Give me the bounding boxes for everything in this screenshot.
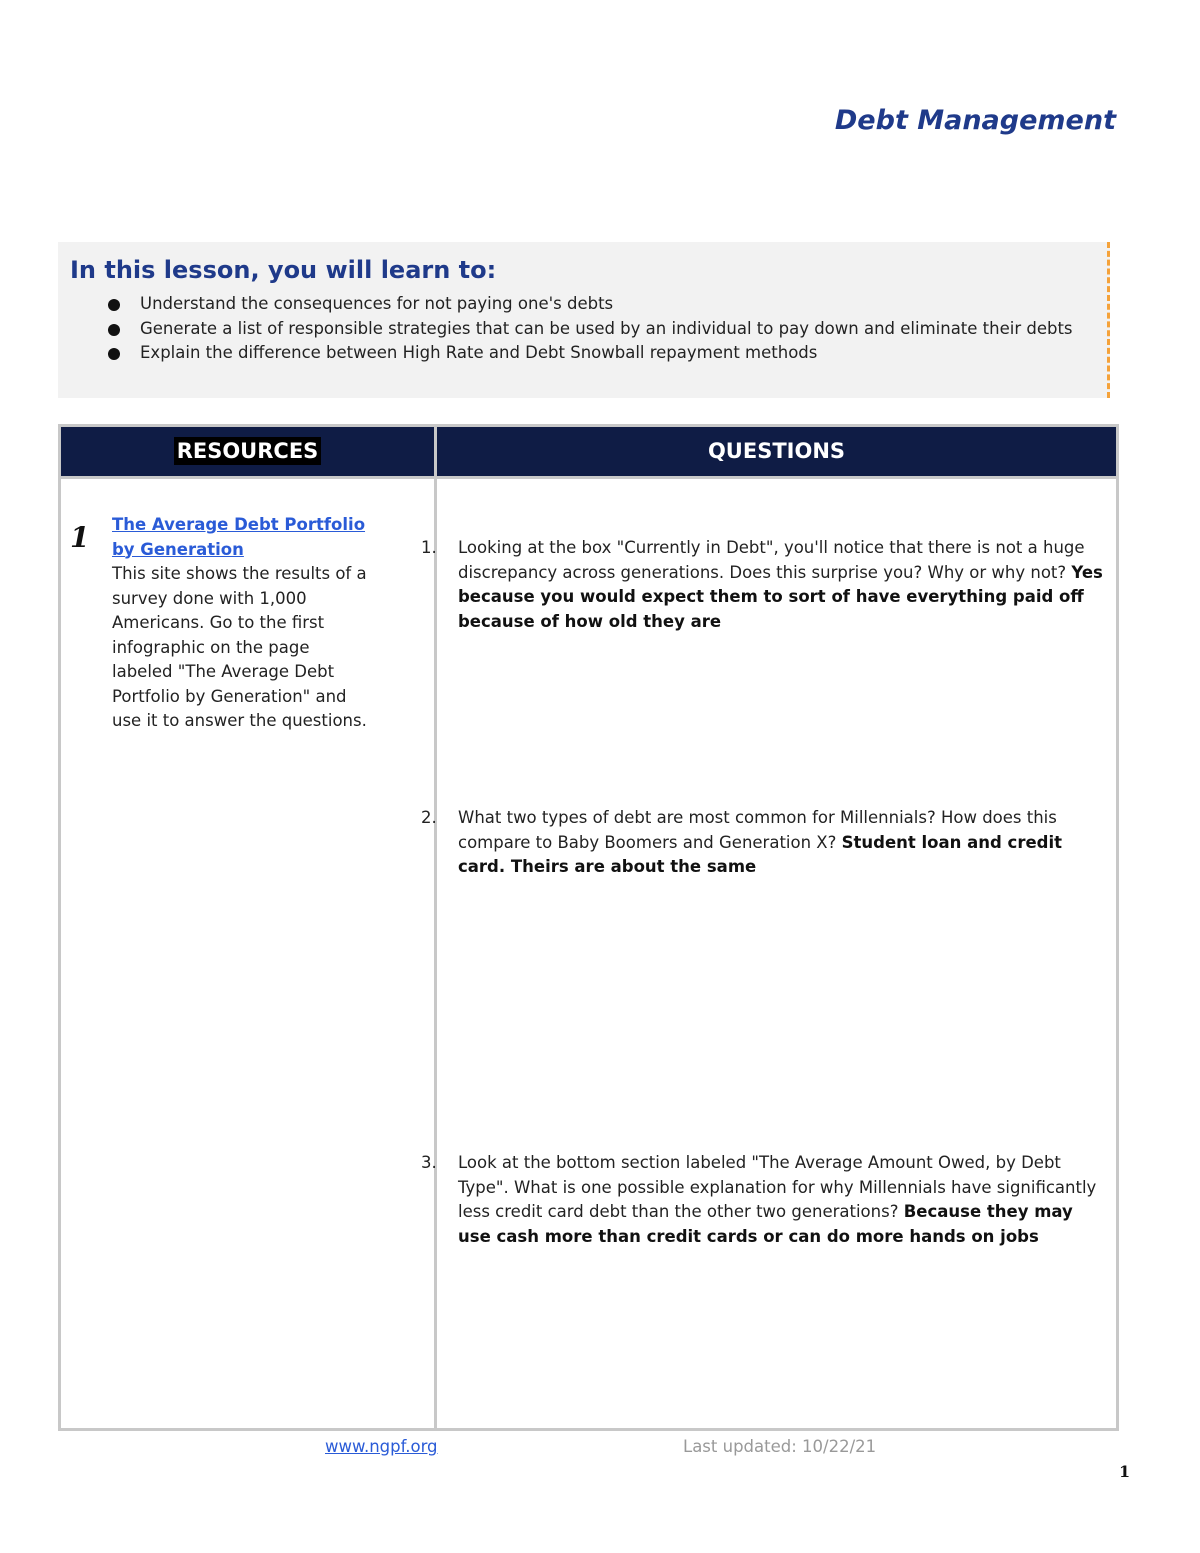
question-text: What two types of debt are most common for Millennials? How does this compare to Baby Boomers and Generation X? [458, 808, 1057, 852]
question-number: 1. [421, 538, 437, 557]
question-item [421, 1151, 1111, 1249]
bullet-icon [108, 324, 120, 336]
objective-item [104, 292, 1084, 317]
objectives-heading: In this lesson, you will learn to: [70, 256, 497, 284]
resources-questions-table [58, 424, 1119, 1431]
objective-text: Generate a list of responsible strategies that can be used by an individual to pay down and eliminate their debts [140, 318, 1073, 338]
objectives-list [104, 292, 1084, 366]
resource-number: 1 [70, 521, 90, 554]
question-body [458, 536, 1111, 634]
resources-header-label: RESOURCES [174, 437, 322, 465]
bullet-icon [108, 348, 120, 360]
question-item [421, 806, 1111, 880]
page-number: 1 [1119, 1462, 1131, 1481]
resource-cell [112, 513, 372, 734]
objective-item [104, 341, 1084, 366]
resource-description: This site shows the results of a survey done with 1,000 Americans. Go to the first infographic on the page labeled "The Average Debt Portfolio by Generation" and use it to answer the questions. [112, 564, 367, 730]
question-text: Look at the bottom section labeled "The Average Amount Owed, by Debt Type". What is one possible explanation for why Millennials have significantly less credit card debt than the other two generations? [458, 1153, 1097, 1221]
learning-objectives-box [58, 242, 1110, 398]
answer-text[interactable]: Because they may use cash more than credit cards or can do more hands on jobs [458, 1202, 1073, 1246]
answer-text[interactable]: Student loan and credit card. Theirs are about the same [458, 832, 1063, 876]
question-number: 2. [421, 808, 437, 827]
objective-text: Explain the difference between High Rate and Debt Snowball repayment methods [140, 343, 818, 362]
answer-text[interactable]: Yes because you would expect them to sort of have everything paid off because of how old they are [458, 562, 1103, 631]
footer-website-link[interactable]: www.ngpf.org [325, 1437, 438, 1456]
question-number: 3. [421, 1153, 437, 1172]
resource-link[interactable]: The Average Debt Portfolio by Generation [112, 515, 366, 559]
objective-text: Understand the consequences for not paying one's debts [140, 294, 614, 313]
questions-column-header: QUESTIONS [707, 439, 846, 463]
resources-column-header [61, 427, 434, 476]
question-body [458, 1151, 1111, 1249]
last-updated-text: Last updated: 10/22/21 [683, 1437, 877, 1456]
question-body [458, 806, 1111, 880]
question-item [421, 536, 1111, 634]
objective-item [104, 317, 1084, 342]
bullet-icon [108, 299, 120, 311]
table-header-row [61, 427, 1116, 479]
document-title: Debt Management [834, 105, 1116, 136]
question-text: Looking at the box "Currently in Debt", you'll notice that there is not a huge discrepancy across generations. Does this surprise you? Why or why not? [458, 538, 1085, 582]
